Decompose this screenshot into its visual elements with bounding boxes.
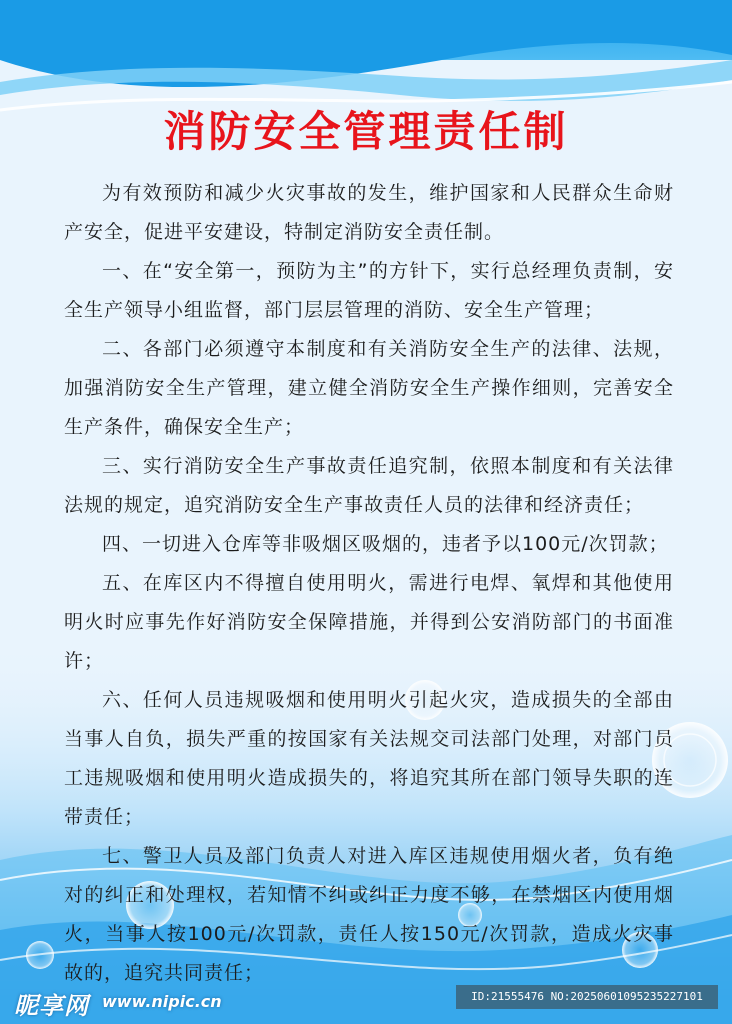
clause-4: 四、一切进入仓库等非吸烟区吸烟的，违者予以100元/次罚款； [102,533,669,555]
clause-7: 七、警卫人员及部门负责人对进入库区违规使用烟火者，负有绝对的纠正和处理权，若知情不纠或纠正力度不够，在禁烟区内使用烟火，当事人按100元/次罚款，责任人按150元/次罚款，造成火灾事故的，追究共同责任； [64,845,674,984]
page-title: 消防安全管理责任制 [163,107,569,156]
watermark-logo: 昵享网 [14,992,89,1020]
watermark-url: www.nipic.cn [102,992,222,1011]
bubble [26,941,54,969]
intro-paragraph: 为有效预防和减少火灾事故的发生，维护国家和人民群众生命财产安全，促进平安建设，特制定消防安全责任制。 [64,182,674,243]
clause-5: 五、在库区内不得擅自使用明火，需进行电焊、氧焊和其他使用明火时应事先作好消防安全保障措施，并得到公安消防部门的书面准许； [64,572,674,672]
clause-1: 一、在“安全第一，预防为主”的方针下，实行总经理负责制，安全生产领导小组监督，部门层层管理的消防、安全生产管理； [64,260,674,321]
clause-6: 六、任何人员违规吸烟和使用明火引起火灾，造成损失的全部由当事人自负，损失严重的按国家有关法规交司法部门处理，对部门员工违规吸烟和使用明火造成损失的，将追究其所在部门领导失职的连带责任； [64,689,674,828]
clause-3: 三、实行消防安全生产事故责任追究制，依照本制度和有关法律法规的规定，追究消防安全生产事故责任人员的法律和经济责任； [64,455,674,516]
watermark-id: ID:21555476 NO:20250601095235227101 [456,985,718,1009]
regulation-body [64,174,674,993]
clause-2: 二、各部门必须遵守本制度和有关消防安全生产的法律、法规，加强消防安全生产管理，建立健全消防安全生产操作细则，完善安全生产条件，确保安全生产； [64,338,674,438]
